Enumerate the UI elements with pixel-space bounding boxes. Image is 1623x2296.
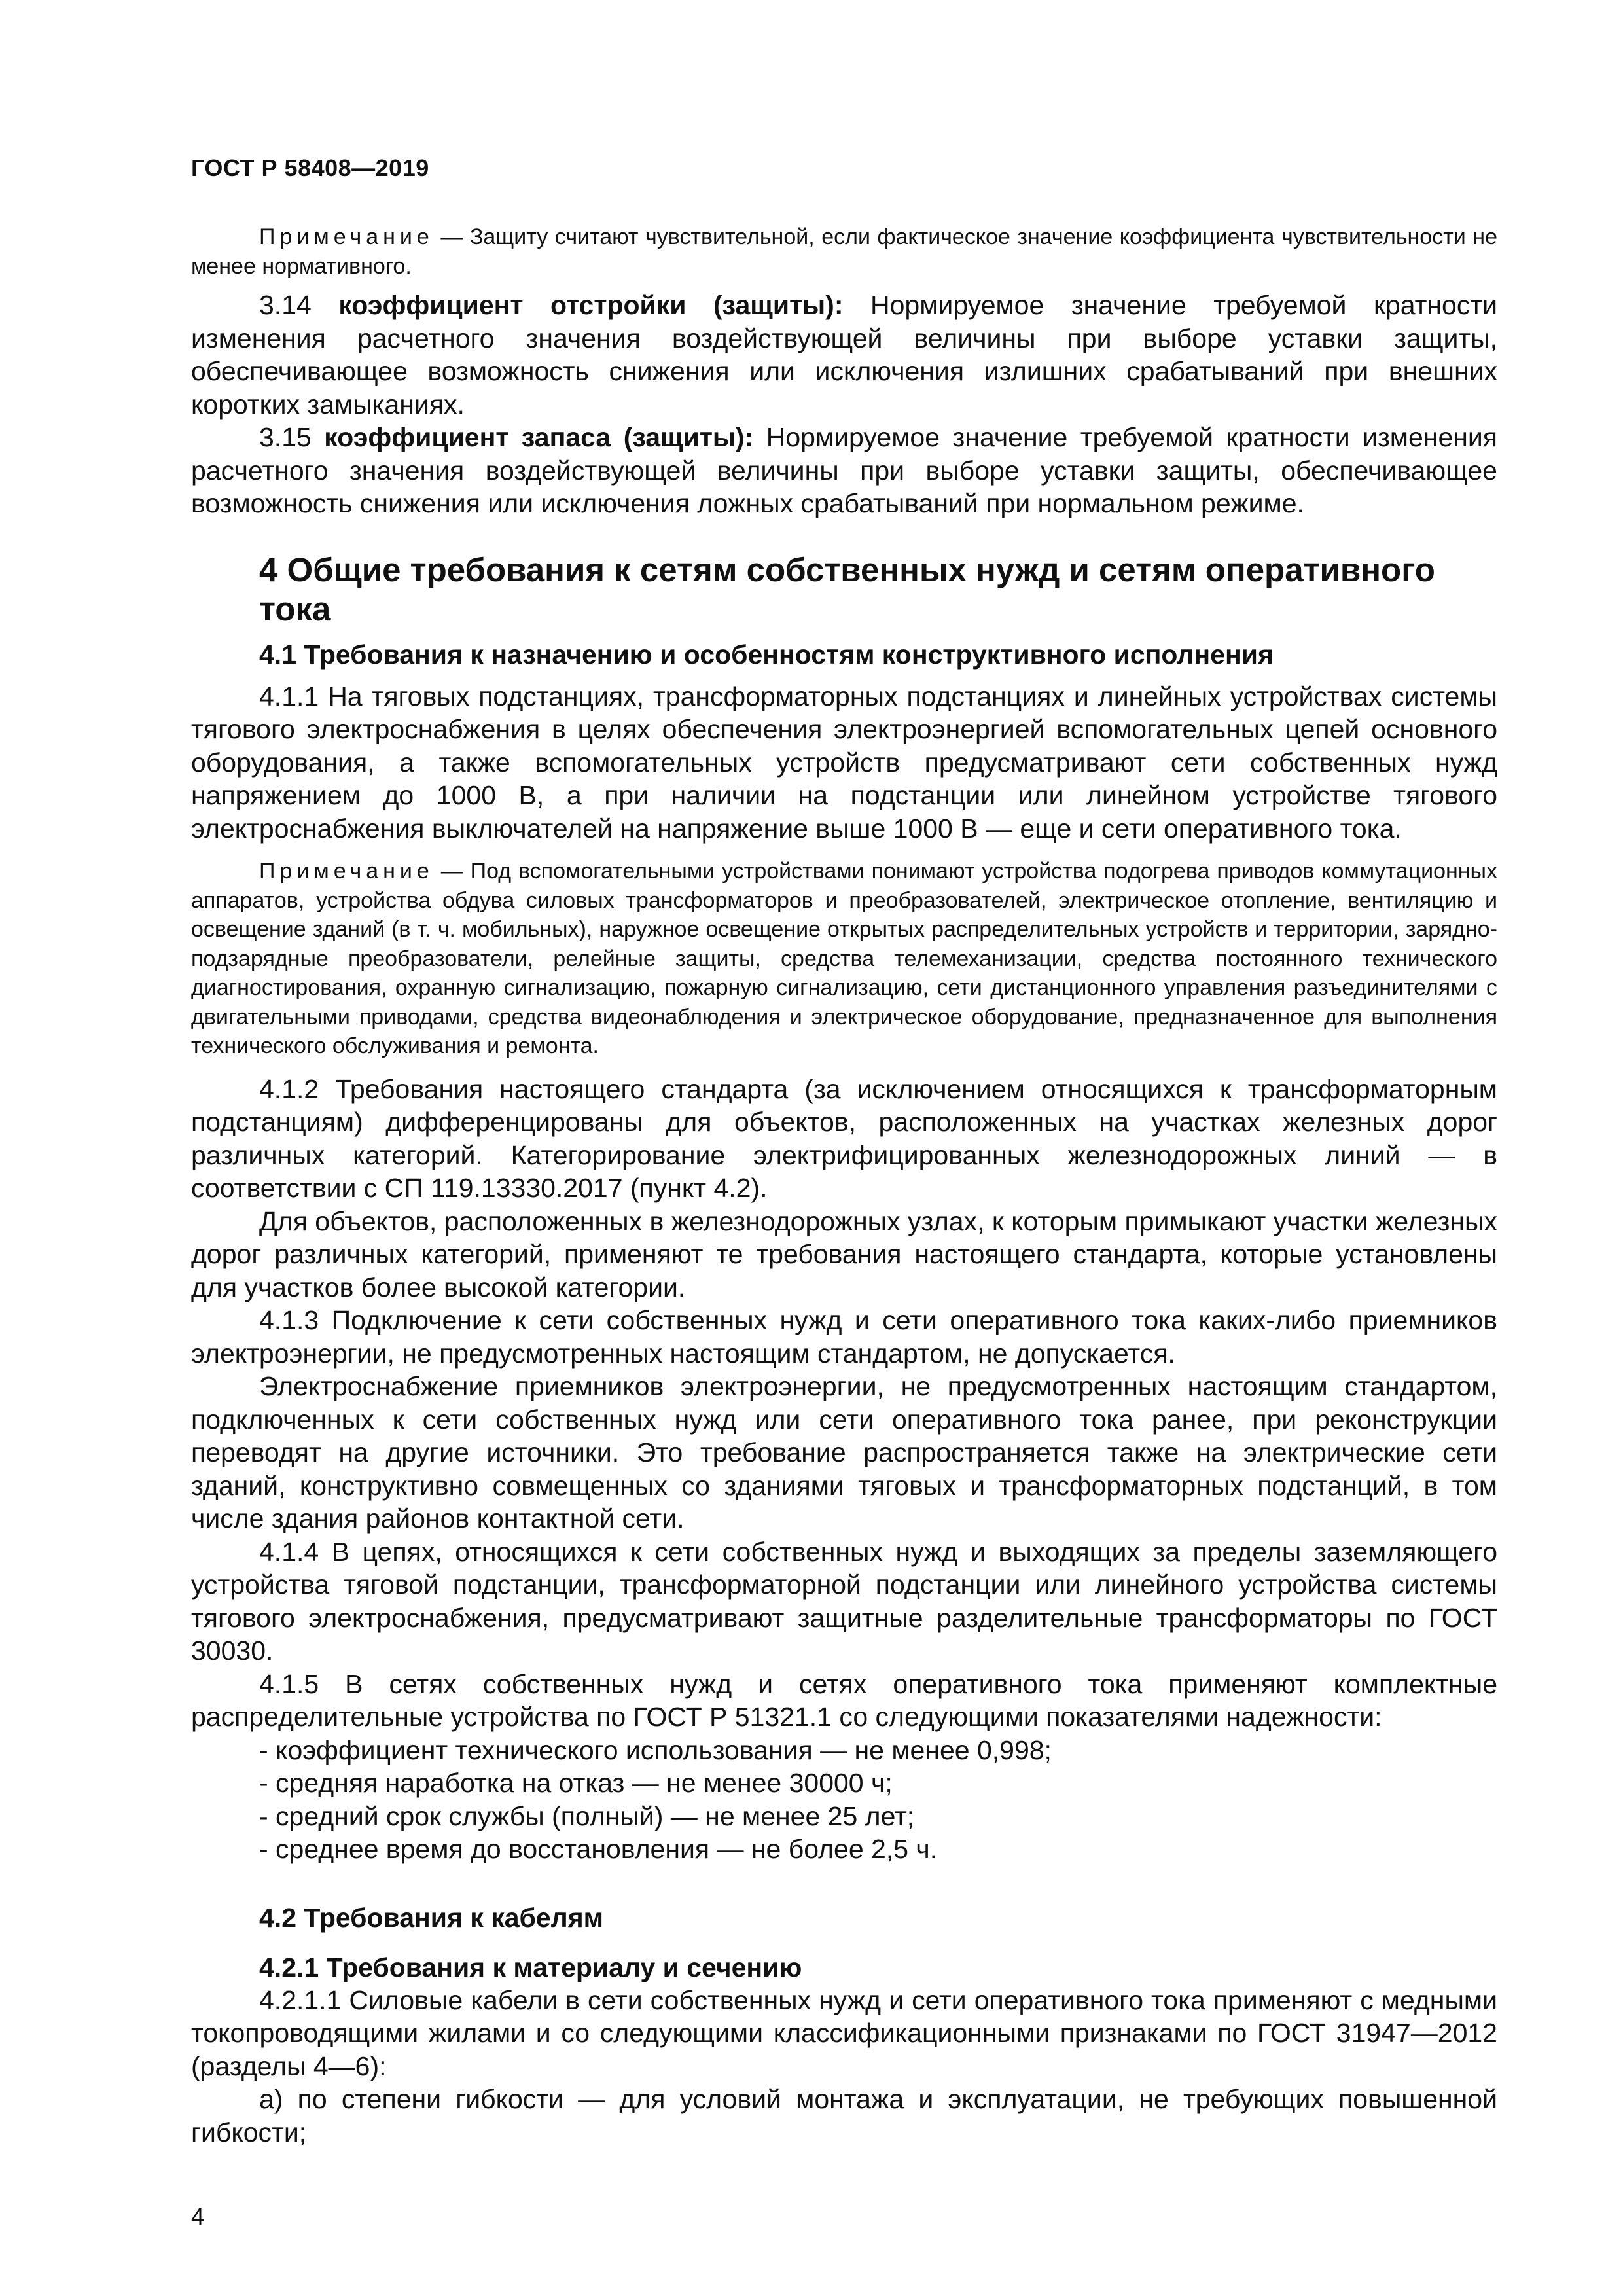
clause-number: 3.14	[259, 290, 339, 320]
clause-3-15	[191, 421, 1497, 520]
page-number: 4	[191, 2203, 205, 2230]
subsection-4-2-1-heading: 4.2.1 Требования к материалу и сечению	[259, 1952, 802, 1982]
clause-4-1-1: 4.1.1 На тяговых подстанциях, трансформаторных подстанциях и линейных устройствах системы тягового электроснабжения в целях обеспечения электроэнергией вспомогательных цепей основного оборудования, а также вспомогательных устройств предусматривают сети собственных нужд напряжением до 1000 В, а при наличии на подстанции или линейном устройстве тягового электроснабжения выключателей на напряжение выше 1000 В — еще и сети оперативного тока.	[191, 681, 1497, 844]
clause-4-2-1-1: 4.2.1.1 Силовые кабели в сети собственных нужд и сети оперативного тока применяют с медными токопроводящими жилами и со следующими классификационными признаками по ГОСТ 31947—2012 (разделы 4—6):	[191, 1984, 1497, 2081]
clause-term: коэффициент запаса (защиты):	[324, 422, 754, 452]
document-header: ГОСТ Р 58408—2019	[191, 154, 429, 181]
clause-text: Нормируемое значение требуемой кратности изменения расчетного значения воздействующей величины при выборе уставки защиты, обеспечивающее возможность снижения или исключения излишних срабатываний при внешних коротких замыканиях.	[191, 290, 1497, 420]
clause-4-1-3-continued: Электроснабжение приемников электроэнергии, не предусмотренных настоящим стандартом, подключенных к сети собственных нужд или сети оперативного тока ранее, при реконструкции переводят на другие источники. Это требование распространяется также на электрические сети зданий, конструктивно совмещенных со зданиями тяговых и трансформаторных подстанций, в том числе здания районов контактной сети.	[191, 1371, 1497, 1534]
clause-text: Нормируемое значение требуемой кратности изменения расчетного значения воздействующей величины при выборе уставки защиты, обеспечивающее возможность снижения или исключения ложных срабатываний при нормальном режиме.	[191, 422, 1497, 518]
list-item: - средняя наработка на отказ — не менее 30000 ч;	[259, 1768, 893, 1798]
clause-4-1-5: 4.1.5 В сетях собственных нужд и сетях оперативного тока применяют комплектные распределительные устройства по ГОСТ Р 51321.1 со следующими показателями надежности:	[191, 1668, 1497, 1732]
list-item: - коэффициент технического использования — не менее 0,998;	[259, 1734, 1052, 1765]
clause-4-1-4: 4.1.4 В цепях, относящихся к сети собственных нужд и выходящих за пределы заземляющего устройства тяговой подстанции, трансформаторной подстанции или линейного устройства системы тягового электроснабжения, предусматривают защитные разделительные трансформаторы по ГОСТ 30030.	[191, 1536, 1497, 1666]
subsection-4-1-heading: 4.1 Требования к назначению и особенностям конструктивного исполнения	[259, 639, 1274, 670]
list-item: - средний срок службы (полный) — не менее 25 лет;	[259, 1801, 915, 1831]
document-body	[191, 223, 1497, 2149]
note-text: — Под вспомогательными устройствами понимают устройства подогрева приводов коммутационных аппаратов, устройства обдува силовых трансформаторов и преобразователей, электрическое отопление, вентиляцию и освещение зданий (в т. ч. мобильных), наружное освещение открытых распределительных устройств и территории, зарядно-подзарядные преобразователи, релейные защиты, средства телемеханизации, средства постоянного технического диагностирования, охранную сигнализацию, пожарную сигнализацию, сети дистанционного управления разъединителями с двигательными приводами, средства видеонаблюдения и электрическое оборудование, предназначенное для выполнения технического обслуживания и ремонта.	[191, 859, 1497, 1058]
note-4-1-1	[191, 857, 1497, 1061]
clause-4-2-1-1-a: а) по степени гибкости — для условий монтажа и эксплуатации, не требующих повышенной гибкости;	[191, 2084, 1497, 2147]
note-label: Примечание	[259, 859, 434, 884]
note-label: Примечание	[259, 224, 434, 249]
reliability-list	[191, 1734, 1497, 1866]
clause-3-14	[191, 289, 1497, 421]
note-3-13	[191, 223, 1497, 281]
clause-4-1-2-continued: Для объектов, расположенных в железнодорожных узлах, к которым примыкают участки железных дорог различных категорий, применяют те требования настоящего стандарта, которые установлены для участков более высокой категории.	[191, 1206, 1497, 1302]
list-item: - среднее время до восстановления — не более 2,5 ч.	[259, 1834, 938, 1864]
clause-4-1-2: 4.1.2 Требования настоящего стандарта (за исключением относящихся к трансформаторным подстанциям) дифференцированы для объектов, расположенных на участках железных дорог различных категорий. Категорирование электрифицированных железнодорожных линий — в соответствии с СП 119.13330.2017 (пункт 4.2).	[191, 1073, 1497, 1203]
section-4-heading: 4 Общие требования к сетям собственных нужд и сетям оперативного тока	[259, 550, 1435, 628]
subsection-4-2-heading: 4.2 Требования к кабелям	[259, 1902, 603, 1933]
clause-4-1-3: 4.1.3 Подключение к сети собственных нужд и сети оперативного тока каких-либо приемников электроэнергии, не предусмотренных настоящим стандартом, не допускается.	[191, 1305, 1497, 1369]
clause-term: коэффициент отстройки (защиты):	[338, 290, 844, 320]
note-text: — Защиту считают чувствительной, если фактическое значение коэффициента чувствительности не менее нормативного.	[191, 224, 1497, 279]
clause-number: 3.15	[259, 422, 325, 452]
